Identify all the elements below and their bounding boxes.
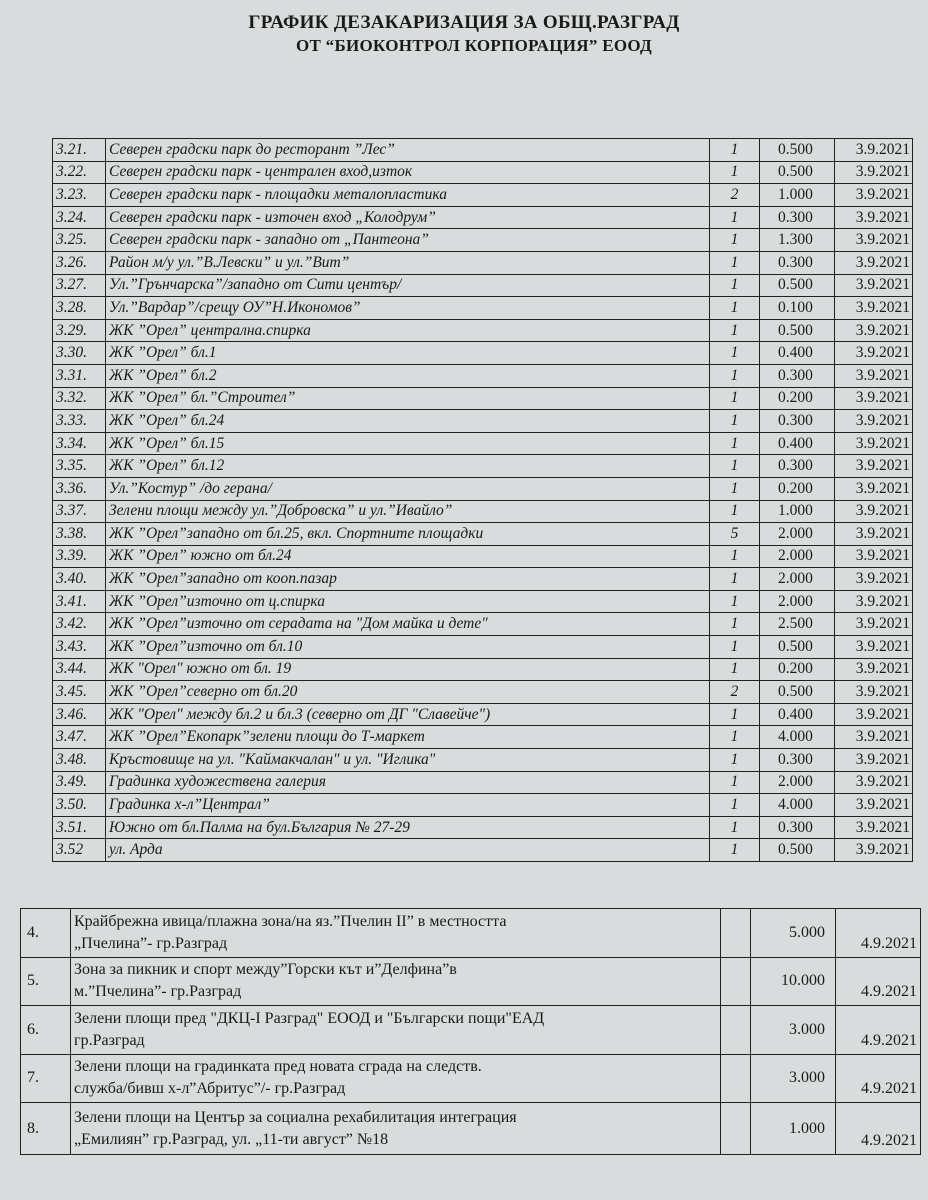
area-value: 0.200 xyxy=(760,477,835,500)
location-name: Северен градски парк - централен вход,изток xyxy=(106,161,710,184)
object-count: 1 xyxy=(710,139,760,162)
schedule-table-body xyxy=(53,139,913,862)
row-number: 3.36. xyxy=(53,477,106,500)
area-value: 2.000 xyxy=(760,545,835,568)
area-value: 5.000 xyxy=(751,909,836,958)
row-number: 3.41. xyxy=(53,590,106,613)
location-name: ЖК ”Орел” бл.12 xyxy=(106,455,710,478)
area-value: 0.300 xyxy=(760,364,835,387)
area-value: 3.000 xyxy=(751,1054,836,1103)
location-name: ЖК ”Орел” централна.спирка xyxy=(106,319,710,342)
area-value: 0.100 xyxy=(760,297,835,320)
row-number: 3.49. xyxy=(53,771,106,794)
object-count: 1 xyxy=(710,500,760,523)
location-name: Северен градски парк до ресторант ”Лес” xyxy=(106,139,710,162)
table-row xyxy=(53,613,913,636)
table-row xyxy=(53,319,913,342)
object-count: 1 xyxy=(710,568,760,591)
treatment-date: 4.9.2021 xyxy=(836,1103,921,1155)
area-value: 0.200 xyxy=(760,658,835,681)
object-count: 1 xyxy=(710,251,760,274)
location-line-2: м.”Пчелина”- гр.Разград xyxy=(74,983,242,1001)
area-value: 4.000 xyxy=(760,794,835,817)
table-row xyxy=(53,410,913,433)
object-count: 1 xyxy=(710,703,760,726)
row-number: 3.52 xyxy=(53,839,106,862)
table-row xyxy=(53,839,913,862)
object-count: 1 xyxy=(710,274,760,297)
object-count: 1 xyxy=(710,658,760,681)
row-number: 3.46. xyxy=(53,703,106,726)
treatment-date: 3.9.2021 xyxy=(835,545,913,568)
treatment-date: 3.9.2021 xyxy=(835,184,913,207)
location-name: ЖК ”Орел”западно от бл.25, вкл. Спортните площадки xyxy=(106,523,710,546)
row-number: 3.47. xyxy=(53,726,106,749)
treatment-date: 3.9.2021 xyxy=(835,500,913,523)
row-number: 3.22. xyxy=(53,161,106,184)
location-name: Северен градски парк - източен вход „Колодрум” xyxy=(106,206,710,229)
row-number: 3.38. xyxy=(53,523,106,546)
table-row xyxy=(21,1006,921,1055)
location-name: ЖК ”Орел” бл.15 xyxy=(106,432,710,455)
location-name: ЖК ”Орел”източно от бл.10 xyxy=(106,636,710,659)
table-row xyxy=(21,909,921,958)
row-number: 3.32. xyxy=(53,387,106,410)
area-value: 0.200 xyxy=(760,387,835,410)
row-number: 3.31. xyxy=(53,364,106,387)
area-value: 0.300 xyxy=(760,816,835,839)
area-value: 1.000 xyxy=(751,1103,836,1155)
area-value: 2.500 xyxy=(760,613,835,636)
treatment-date: 3.9.2021 xyxy=(835,726,913,749)
location-name: ЖК ”Орел” бл.2 xyxy=(106,364,710,387)
object-count: 1 xyxy=(710,839,760,862)
treatment-date: 3.9.2021 xyxy=(835,816,913,839)
object-count xyxy=(721,1103,751,1155)
treatment-date: 3.9.2021 xyxy=(835,455,913,478)
object-count: 1 xyxy=(710,816,760,839)
object-count: 1 xyxy=(710,590,760,613)
treatment-date: 3.9.2021 xyxy=(835,839,913,862)
table-row xyxy=(21,1103,921,1155)
row-number: 6. xyxy=(21,1006,71,1055)
document-title: ГРАФИК ДЕЗАКАРИЗАЦИЯ ЗА ОБЩ.РАЗГРАД xyxy=(248,12,680,33)
row-number: 3.34. xyxy=(53,432,106,455)
row-number: 3.51. xyxy=(53,816,106,839)
treatment-date: 3.9.2021 xyxy=(835,229,913,252)
location-line-1: Зона за пикник и спорт между”Горски кът и”Делфина”в xyxy=(74,961,457,979)
object-count: 1 xyxy=(710,161,760,184)
table-row xyxy=(53,455,913,478)
object-count: 1 xyxy=(710,319,760,342)
treatment-date: 3.9.2021 xyxy=(835,568,913,591)
location-name: Северен градски парк - площадки металопластика xyxy=(106,184,710,207)
object-count xyxy=(721,957,751,1006)
location-name: ЖК ”Орел” бл.24 xyxy=(106,410,710,433)
table-row xyxy=(53,161,913,184)
area-value: 0.300 xyxy=(760,410,835,433)
object-count: 1 xyxy=(710,229,760,252)
table-row xyxy=(53,658,913,681)
object-count: 1 xyxy=(710,455,760,478)
table-row xyxy=(53,432,913,455)
location-description xyxy=(71,1006,721,1055)
table-row xyxy=(53,636,913,659)
table-row xyxy=(53,387,913,410)
table-row xyxy=(53,749,913,772)
location-name: Ул.”Вардар”/срещу ОУ”Н.Икономов” xyxy=(106,297,710,320)
area-value: 0.500 xyxy=(760,839,835,862)
object-count: 1 xyxy=(710,636,760,659)
row-number: 3.44. xyxy=(53,658,106,681)
location-line-2: „Пчелина”- гр.Разград xyxy=(74,934,228,952)
table-row xyxy=(53,681,913,704)
location-name: Градинка х-л”Централ” xyxy=(106,794,710,817)
location-name: ЖК ”Орел” бл.”Строител” xyxy=(106,387,710,410)
treatment-date: 4.9.2021 xyxy=(836,909,921,958)
treatment-date: 3.9.2021 xyxy=(835,342,913,365)
row-number: 3.21. xyxy=(53,139,106,162)
table-row xyxy=(53,229,913,252)
location-name: Район м/у ул.”В.Левски” и ул.”Вит” xyxy=(106,251,710,274)
location-name: ЖК ”Орел” южно от бл.24 xyxy=(106,545,710,568)
location-line-1: Зелени площи на градинката пред новата сграда на следств. xyxy=(74,1058,482,1076)
table-row xyxy=(53,206,913,229)
row-number: 3.48. xyxy=(53,749,106,772)
table-row xyxy=(53,184,913,207)
area-value: 2.000 xyxy=(760,523,835,546)
object-count: 2 xyxy=(710,681,760,704)
table-row xyxy=(53,342,913,365)
object-count: 1 xyxy=(710,342,760,365)
document-subtitle: ОТ “БИОКОНТРОЛ КОРПОРАЦИЯ” ЕООД xyxy=(295,36,653,55)
treatment-date: 3.9.2021 xyxy=(835,681,913,704)
row-number: 3.26. xyxy=(53,251,106,274)
location-description xyxy=(71,957,721,1006)
treatment-date: 3.9.2021 xyxy=(835,410,913,433)
object-count: 1 xyxy=(710,771,760,794)
location-line-1: Зелени площи на Център за социална рехабилитация интеграция xyxy=(74,1108,517,1126)
table-row xyxy=(53,523,913,546)
area-value: 1.300 xyxy=(760,229,835,252)
area-value: 2.000 xyxy=(760,568,835,591)
area-value: 2.000 xyxy=(760,771,835,794)
location-name: Северен градски парк - западно от „Пантеона” xyxy=(106,229,710,252)
treatment-date: 3.9.2021 xyxy=(835,477,913,500)
treatment-date: 3.9.2021 xyxy=(835,432,913,455)
treatment-date: 3.9.2021 xyxy=(835,794,913,817)
object-count: 1 xyxy=(710,297,760,320)
object-count: 1 xyxy=(710,613,760,636)
object-count: 5 xyxy=(710,523,760,546)
treatment-date: 3.9.2021 xyxy=(835,523,913,546)
row-number: 3.39. xyxy=(53,545,106,568)
object-count xyxy=(721,1054,751,1103)
row-number: 3.43. xyxy=(53,636,106,659)
table-row xyxy=(53,794,913,817)
table-row xyxy=(53,297,913,320)
table-row xyxy=(53,726,913,749)
location-name: Южно от бл.Палма на бул.България № 27-29 xyxy=(106,816,710,839)
row-number: 3.28. xyxy=(53,297,106,320)
row-number: 3.40. xyxy=(53,568,106,591)
treatment-date: 4.9.2021 xyxy=(836,1006,921,1055)
area-value: 0.300 xyxy=(760,455,835,478)
location-name: ул. Арда xyxy=(106,839,710,862)
schedule-table-continued xyxy=(20,908,921,1155)
area-value: 0.300 xyxy=(760,251,835,274)
object-count: 1 xyxy=(710,749,760,772)
row-number: 3.35. xyxy=(53,455,106,478)
row-number: 3.29. xyxy=(53,319,106,342)
treatment-date: 4.9.2021 xyxy=(836,1054,921,1103)
treatment-date: 3.9.2021 xyxy=(835,771,913,794)
area-value: 0.400 xyxy=(760,703,835,726)
location-name: ЖК ”Орел”северно от бл.20 xyxy=(106,681,710,704)
location-description xyxy=(71,1103,721,1155)
treatment-date: 4.9.2021 xyxy=(836,957,921,1006)
treatment-date: 3.9.2021 xyxy=(835,274,913,297)
area-value: 0.300 xyxy=(760,206,835,229)
area-value: 1.000 xyxy=(760,184,835,207)
area-value: 0.500 xyxy=(760,636,835,659)
area-value: 2.000 xyxy=(760,590,835,613)
table-row xyxy=(53,500,913,523)
location-name: Ул.”Костур” /до герана/ xyxy=(106,477,710,500)
schedule-table xyxy=(52,138,913,862)
row-number: 5. xyxy=(21,957,71,1006)
area-value: 3.000 xyxy=(751,1006,836,1055)
table-row xyxy=(21,1054,921,1103)
table-row xyxy=(53,545,913,568)
location-name: Зелени площи между ул.”Добровска” и ул.”Ивайло” xyxy=(106,500,710,523)
area-value: 10.000 xyxy=(751,957,836,1006)
object-count: 1 xyxy=(710,410,760,433)
location-name: ЖК ”Орел” бл.1 xyxy=(106,342,710,365)
table-row xyxy=(53,251,913,274)
location-name: ЖК ”Орел”източно от ц.спирка xyxy=(106,590,710,613)
row-number: 3.30. xyxy=(53,342,106,365)
location-line-2: гр.Разград xyxy=(74,1031,145,1049)
object-count: 2 xyxy=(710,184,760,207)
row-number: 3.33. xyxy=(53,410,106,433)
location-name: ЖК ”Орел”западно от кооп.пазар xyxy=(106,568,710,591)
location-name: ЖК "Орел" южно от бл. 19 xyxy=(106,658,710,681)
location-line-1: Крайбрежна ивица/плажна зона/на яз.”Пчелин II” в местността xyxy=(74,912,507,930)
table-row xyxy=(53,364,913,387)
table-row xyxy=(53,274,913,297)
object-count: 1 xyxy=(710,432,760,455)
object-count: 1 xyxy=(710,545,760,568)
area-value: 0.400 xyxy=(760,342,835,365)
area-value: 1.000 xyxy=(760,500,835,523)
row-number: 3.23. xyxy=(53,184,106,207)
table-row xyxy=(53,771,913,794)
treatment-date: 3.9.2021 xyxy=(835,319,913,342)
row-number: 3.27. xyxy=(53,274,106,297)
treatment-date: 3.9.2021 xyxy=(835,613,913,636)
row-number: 3.24. xyxy=(53,206,106,229)
location-name: ЖК ”Орел”източно от серадата на "Дом майка и дете" xyxy=(106,613,710,636)
location-name: ЖК ”Орел”Екопарк”зелени площи до Т-маркет xyxy=(106,726,710,749)
object-count: 1 xyxy=(710,364,760,387)
location-name: Ул.”Грънчарска”/западно от Сити център/ xyxy=(106,274,710,297)
location-name: Кръстовище на ул. "Каймакчалан" и ул. "Иглика" xyxy=(106,749,710,772)
location-name: Градинка художествена галерия xyxy=(106,771,710,794)
location-description xyxy=(71,1054,721,1103)
area-value: 0.500 xyxy=(760,681,835,704)
location-line-1: Зелени площи пред "ДКЦ-I Разград" ЕООД и "Български пощи"ЕАД xyxy=(74,1009,545,1027)
location-description xyxy=(71,909,721,958)
treatment-date: 3.9.2021 xyxy=(835,590,913,613)
schedule-table-continued-body xyxy=(21,909,921,1155)
row-number: 3.25. xyxy=(53,229,106,252)
treatment-date: 3.9.2021 xyxy=(835,749,913,772)
object-count xyxy=(721,909,751,958)
treatment-date: 3.9.2021 xyxy=(835,387,913,410)
object-count: 1 xyxy=(710,794,760,817)
table-row xyxy=(53,816,913,839)
row-number: 7. xyxy=(21,1054,71,1103)
row-number: 3.37. xyxy=(53,500,106,523)
object-count: 1 xyxy=(710,477,760,500)
row-number: 4. xyxy=(21,909,71,958)
row-number: 3.42. xyxy=(53,613,106,636)
treatment-date: 3.9.2021 xyxy=(835,206,913,229)
object-count: 1 xyxy=(710,726,760,749)
area-value: 0.400 xyxy=(760,432,835,455)
table-row xyxy=(53,703,913,726)
treatment-date: 3.9.2021 xyxy=(835,161,913,184)
treatment-date: 3.9.2021 xyxy=(835,139,913,162)
treatment-date: 3.9.2021 xyxy=(835,364,913,387)
area-value: 0.500 xyxy=(760,319,835,342)
location-line-2: служба/бивш х-л”Абритус”/- гр.Разград xyxy=(74,1080,346,1098)
object-count xyxy=(721,1006,751,1055)
location-name: ЖК "Орел" между бл.2 и бл.3 (северно от ДГ "Славейче") xyxy=(106,703,710,726)
table-row xyxy=(53,139,913,162)
area-value: 0.500 xyxy=(760,274,835,297)
row-number: 3.50. xyxy=(53,794,106,817)
table-row xyxy=(53,590,913,613)
treatment-date: 3.9.2021 xyxy=(835,636,913,659)
row-number: 3.45. xyxy=(53,681,106,704)
treatment-date: 3.9.2021 xyxy=(835,703,913,726)
area-value: 0.500 xyxy=(760,161,835,184)
treatment-date: 3.9.2021 xyxy=(835,658,913,681)
area-value: 0.500 xyxy=(760,139,835,162)
table-row xyxy=(21,957,921,1006)
row-number: 8. xyxy=(21,1103,71,1155)
treatment-date: 3.9.2021 xyxy=(835,251,913,274)
table-row xyxy=(53,568,913,591)
area-value: 0.300 xyxy=(760,749,835,772)
location-line-2: „Емилиян” гр.Разград, ул. „11-ти август” №18 xyxy=(74,1130,389,1148)
object-count: 1 xyxy=(710,387,760,410)
area-value: 4.000 xyxy=(760,726,835,749)
treatment-date: 3.9.2021 xyxy=(835,297,913,320)
table-row xyxy=(53,477,913,500)
object-count: 1 xyxy=(710,206,760,229)
